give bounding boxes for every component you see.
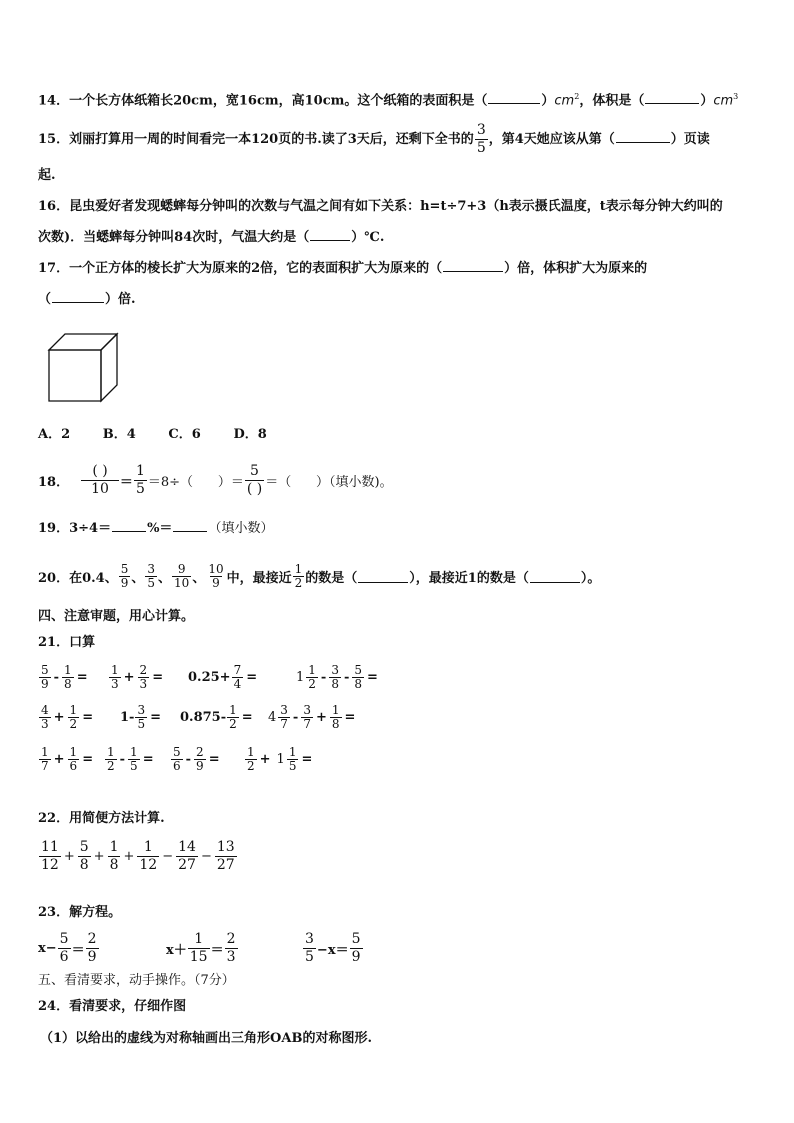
calc-item: $\frac{1}{2}$ - $\frac{1}{5}$ = — [107, 745, 154, 773]
calc-item: $\frac{4}{3}$ + $\frac{1}{2}$ = — [41, 703, 94, 731]
answer-blank — [112, 519, 146, 532]
answer-blank — [616, 130, 670, 143]
answer-blank — [52, 290, 104, 303]
question-19: 19．3÷4＝ %＝ （填小数） — [38, 521, 274, 536]
calc-item: 4 $\frac{3}{7}$ - $\frac{3}{7}$ + $\frac{1}{8}$ = — [268, 703, 356, 731]
question-14: 14．一个长方体纸箱长20cm，宽16cm，高10cm。这个纸箱的表面积是（ ）$cm^2$，体积是（ ）$cm^3$ — [38, 92, 739, 109]
calc-item: 0.25+ $\frac{7}{4}$ = — [188, 663, 258, 691]
question-16-line2: 次数)．当蟋蟀每分钟叫84次时，气温大约是（ ）℃. — [38, 230, 385, 245]
calc-item: 0.875- $\frac{1}{2}$ = — [180, 703, 253, 731]
calc-item: $\frac{5}{9}$ - $\frac{1}{8}$ = — [41, 663, 88, 691]
calc-item: 1 $\frac{1}{2}$ - $\frac{3}{8}$ - $\frac{5}{8}$ = — [296, 663, 378, 691]
fraction: $\frac{1}{2}$ — [294, 561, 303, 590]
question-17: 17．一个正方体的棱长扩大为原来的2倍，它的表面积扩大为原来的（ ）倍，体积扩大为原来的 — [38, 261, 648, 276]
calc-item: $\frac{1}{2}$ + 1 $\frac{1}{5}$ = — [247, 745, 313, 773]
equation-2: x＋ $\frac{1}{15}$ ＝ $\frac{2}{3}$ — [166, 930, 236, 965]
calc-item: $\frac{1}{7}$ + $\frac{1}{6}$ = — [41, 745, 94, 773]
equation-3: $\frac{3}{5}$ −x＝ $\frac{5}{9}$ — [305, 930, 361, 965]
answer-blank — [358, 570, 408, 583]
answer-blank — [530, 570, 580, 583]
question-22: 22．用简便方法计算. — [38, 811, 165, 826]
question-15-line2: 起. — [38, 168, 56, 183]
fraction: $\frac{( )}{10}$ — [81, 463, 119, 498]
simplify-expression: $\frac{11}{12}$ + $\frac{5}{8}$ + $\frac{1}{8}$ + $\frac{1}{12}$ − $\frac{14}{27}$ − $\frac{13}{27}$ — [41, 838, 235, 873]
equation-1: x− $\frac{5}{6}$ ＝ $\frac{2}{9}$ — [38, 930, 97, 965]
fraction: $\frac{1}{5}$ — [135, 462, 145, 497]
answer-blank — [443, 259, 503, 272]
question-21: 21．口算 — [38, 635, 96, 650]
fraction: $\frac{3}{5}$ — [476, 122, 486, 156]
question-20: 20． 在0.4、 $\frac{5}{9}$ 、 $\frac{3}{5}$ 、 $\frac{9}{10}$ 、 $\frac{10}{9}$ 中，最接近 $\frac{1}{2}$ 的数是（ ），最接近1的数是（ ）。 — [38, 561, 601, 590]
answer-blank — [173, 519, 207, 532]
fraction: $\frac{10}{9}$ — [208, 561, 224, 590]
cube-figure — [46, 332, 120, 404]
answer-blank — [488, 91, 540, 104]
fraction: $\frac{9}{10}$ — [174, 561, 190, 590]
question-16: 16．昆虫爱好者发现蟋蟀每分钟叫的次数与气温之间有如下关系：h=t÷7+3（h表示摄氏温度，t表示每分钟大约叫的 — [38, 199, 723, 214]
fraction: $\frac{5}{( )}$ — [246, 462, 263, 497]
question-15: 15．刘丽打算用一周的时间看完一本120页的书.读了3天后，还剩下全书的 $\frac{3}{5}$ ，第4天她应该从第（ ）页读 — [38, 122, 710, 156]
section-4-heading: 四、注意审题，用心计算。 — [38, 609, 195, 624]
section-5-heading: 五、看清要求，动手操作。（7分） — [38, 973, 235, 988]
question-17-options: A．2 B．4 C．6 D．8 — [38, 427, 267, 442]
question-24: 24．看清要求，仔细作图 — [38, 999, 187, 1014]
question-18: 18． $\frac{( )}{10}$ ＝ $\frac{1}{5}$ ＝8÷（ ）＝ $\frac{5}{( )}$ ＝（ ）（填小数)。 — [38, 462, 393, 497]
answer-blank — [645, 91, 699, 104]
calc-item: $\frac{5}{6}$ - $\frac{2}{9}$ = — [173, 745, 220, 773]
fraction: $\frac{3}{5}$ — [147, 561, 156, 590]
question-23: 23．解方程。 — [38, 905, 122, 920]
fraction: $\frac{5}{9}$ — [120, 561, 129, 590]
question-24-part-1: （1）以给出的虚线为对称轴画出三角形OAB的对称图形. — [40, 1031, 372, 1046]
question-17-line2: （ ）倍. — [38, 292, 136, 307]
calc-item: $\frac{1}{3}$ + $\frac{2}{3}$ = — [111, 663, 164, 691]
answer-blank — [310, 228, 350, 241]
calc-item: 1- $\frac{3}{5}$ = — [120, 703, 161, 731]
